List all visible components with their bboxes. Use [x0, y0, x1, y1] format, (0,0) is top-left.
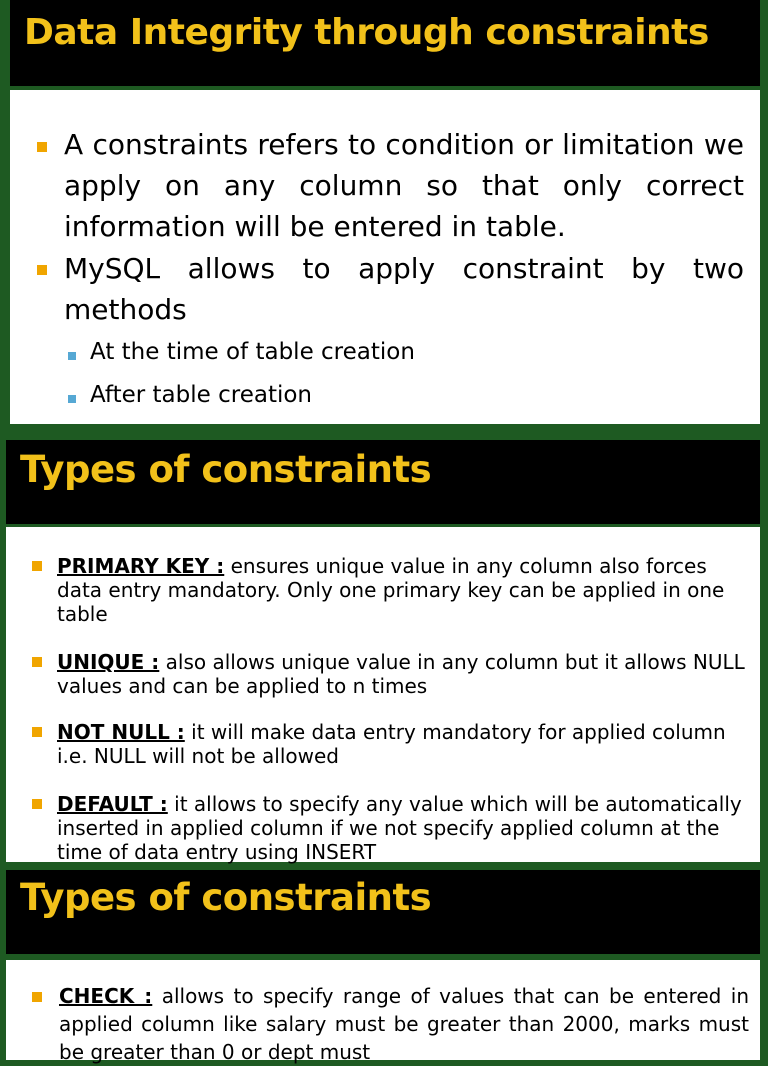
constraint-label: UNIQUE : [57, 650, 160, 674]
slide-content [6, 527, 760, 862]
sub-bullet-square-icon [68, 352, 76, 360]
sub-bullet-text: After table creation [90, 382, 313, 408]
slide-title-bar [6, 870, 760, 954]
constraint-description: it will make data entry mandatory for applied column i.e. NULL will not be allowed [57, 720, 726, 768]
constraint-item [57, 554, 757, 626]
constraint-item [59, 982, 749, 1066]
slide-title: Types of constraints [20, 448, 432, 491]
bullet-square-icon [32, 992, 42, 1002]
bullet-square-icon [37, 265, 47, 275]
constraint-description: also allows unique value in any column but it allows NULL values and can be applied to n times [57, 650, 745, 698]
constraint-item [57, 720, 757, 768]
slide-content [10, 90, 760, 424]
sub-bullet-square-icon [68, 395, 76, 403]
bullet-square-icon [32, 561, 42, 571]
bullet-square-icon [37, 142, 47, 152]
bullet-text: A constraints refers to condition or limitation we apply on any column so that only correct information will be entered in table. [64, 128, 744, 243]
slide-title: Types of constraints [20, 876, 432, 919]
constraint-description: allows to specify range of values that can be entered in applied column like salary must be greater than 2000, marks must be greater than 0 or dept must [59, 984, 749, 1064]
constraint-label: CHECK : [59, 984, 153, 1008]
constraint-item [57, 792, 757, 864]
slide-title-bar [10, 0, 760, 86]
constraint-label: DEFAULT : [57, 792, 168, 816]
bullet-square-icon [32, 727, 42, 737]
constraint-label: PRIMARY KEY : [57, 554, 225, 578]
bullet-square-icon [32, 657, 42, 667]
sub-bullet-text: At the time of table creation [90, 339, 415, 365]
slide-title: Data Integrity through constraints [24, 12, 709, 53]
constraint-description: ensures unique value in any column also forces data entry mandatory. Only one primary key can be applied in one table [57, 554, 725, 626]
slide-types-of-constraints [0, 432, 768, 862]
constraint-label: NOT NULL : [57, 720, 185, 744]
constraint-item [57, 650, 757, 698]
slide-content [6, 960, 760, 1064]
slide-types-of-constraints-continued [0, 864, 768, 1064]
bullet-text: MySQL allows to apply constraint by two methods [64, 252, 744, 326]
slide-data-integrity [0, 0, 768, 430]
bullet-square-icon [32, 799, 42, 809]
constraint-description: it allows to specify any value which will be automatically inserted in applied column if we not specify applied column at the time of data entry using INSERT [57, 792, 742, 864]
slide-title-bar [6, 440, 760, 524]
